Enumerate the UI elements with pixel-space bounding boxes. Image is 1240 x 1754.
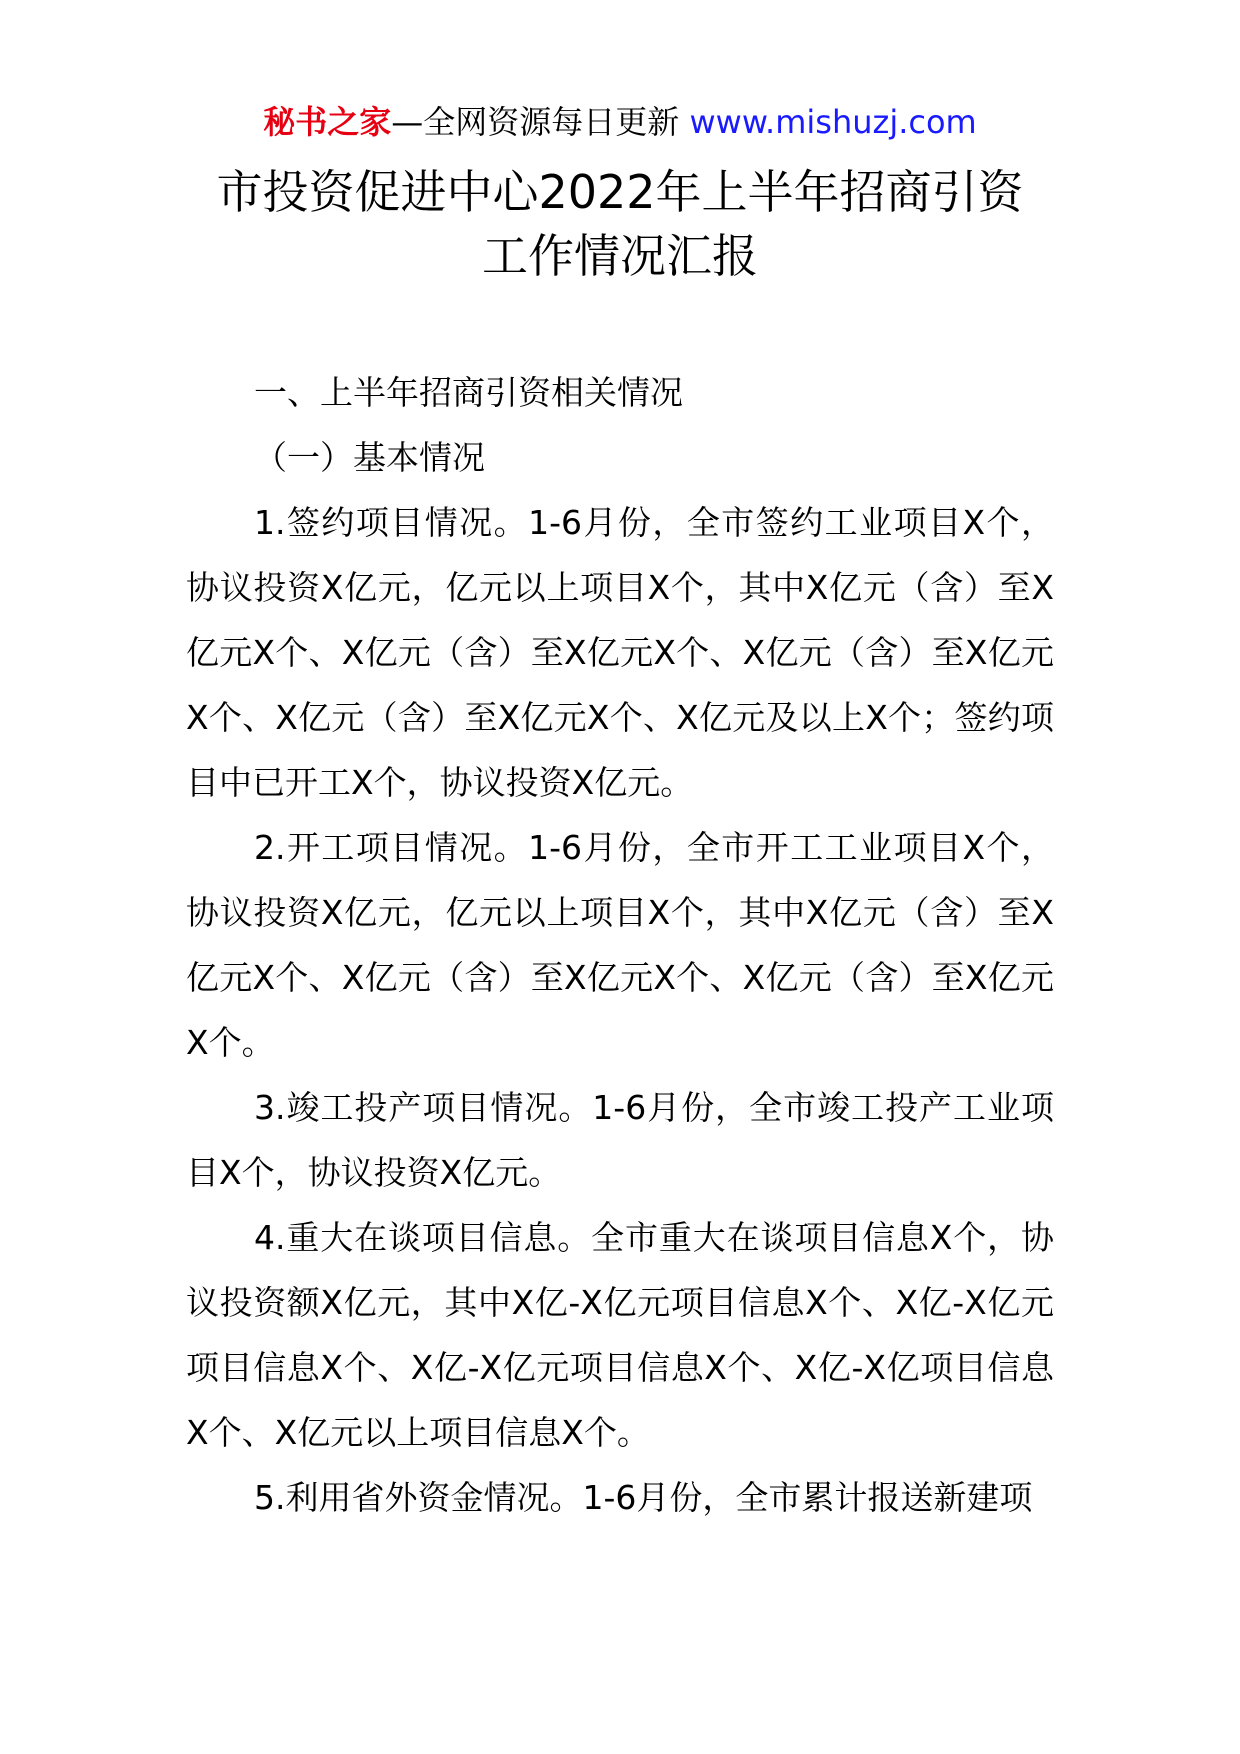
title-line-2: 工作情况汇报 [482, 229, 758, 283]
document-title [0, 160, 1240, 288]
header-url[interactable]: www.mishuzj.com [689, 103, 977, 141]
document-body [186, 360, 1054, 1530]
paragraph-started-projects: 2.开工项目情况。1-6月份，全市开工工业项目X个，协议投资X亿元，亿元以上项目X个，其中X亿元（含）至X亿元X个、X亿元（含）至X亿元X个、X亿元（含）至X亿元X个。 [186, 828, 1054, 1062]
paragraph-negotiation-projects: 4.重大在谈项目信息。全市重大在谈项目信息X个，协议投资额X亿元，其中X亿-X亿元项目信息X个、X亿-X亿元项目信息X个、X亿-X亿元项目信息X个、X亿-X亿项目信息X个、X亿元以上项目信息X个。 [186, 1218, 1054, 1452]
subsection-heading: （一）基本情况 [254, 438, 485, 477]
header-slogan: —全网资源每日更新 [391, 103, 690, 141]
paragraph-completed-projects: 3.竣工投产项目情况。1-6月份，全市竣工投产工业项目X个，协议投资X亿元。 [186, 1088, 1054, 1192]
brand-name: 秘书之家 [263, 103, 392, 141]
section-heading: 一、上半年招商引资相关情况 [254, 373, 683, 412]
site-header [0, 100, 1240, 144]
paragraph-signed-projects: 1.签约项目情况。1-6月份，全市签约工业项目X个，协议投资X亿元，亿元以上项目X个，其中X亿元（含）至X亿元X个、X亿元（含）至X亿元X个、X亿元（含）至X亿元X个、X亿元（含）至X亿元X个、X亿元及以上X个；签约项目中已开工X个，协议投资X亿元。 [186, 503, 1054, 802]
paragraph-external-funds: 5.利用省外资金情况。1-6月份，全市累计报送新建项 [254, 1478, 1033, 1517]
title-line-1: 市投资促进中心2022年上半年招商引资 [216, 165, 1024, 219]
